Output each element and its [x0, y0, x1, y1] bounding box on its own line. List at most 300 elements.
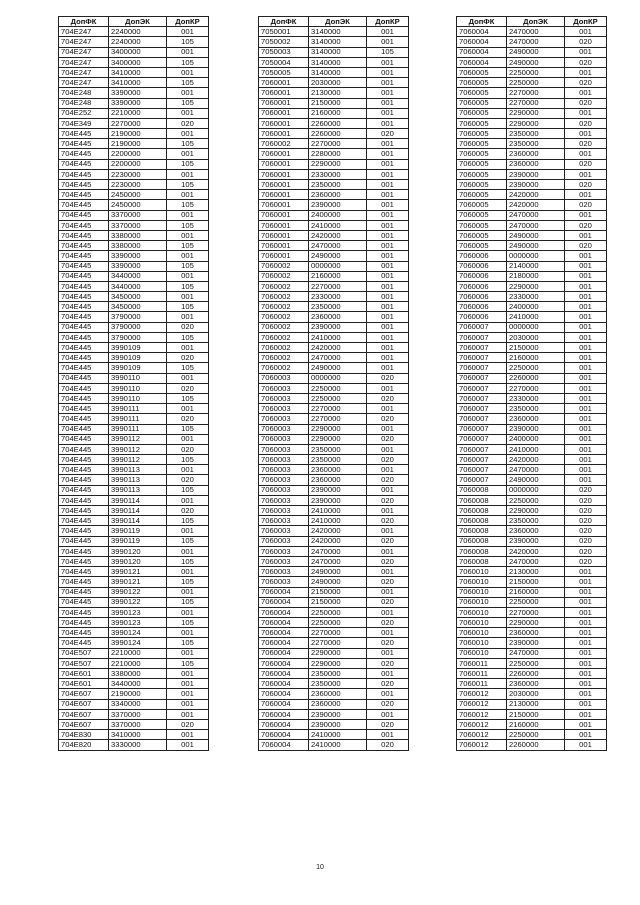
- cell-dopek: 3990114: [109, 495, 167, 505]
- table-row: [59, 322, 209, 332]
- table-row: [457, 363, 607, 373]
- table-row: [457, 200, 607, 210]
- cell-dopek: 2160000: [309, 108, 367, 118]
- cell-dopfk: 7060003: [259, 414, 309, 424]
- cell-dopfk: 704E247: [59, 57, 109, 67]
- table-row: [259, 27, 409, 37]
- cell-dopkr: 001: [565, 302, 607, 312]
- cell-dopkr: 001: [565, 577, 607, 587]
- cell-dopkr: 020: [367, 434, 409, 444]
- table-row: [457, 251, 607, 261]
- cell-dopek: 2360000: [309, 465, 367, 475]
- table-row: [259, 475, 409, 485]
- cell-dopkr: 001: [367, 180, 409, 190]
- cell-dopfk: 7060011: [457, 658, 507, 668]
- cell-dopfk: 7060004: [259, 628, 309, 638]
- table-body: [457, 27, 607, 750]
- cell-dopkr: 001: [565, 393, 607, 403]
- cell-dopfk: 7060003: [259, 455, 309, 465]
- cell-dopkr: 001: [565, 261, 607, 271]
- cell-dopkr: 001: [565, 47, 607, 57]
- cell-dopkr: 020: [167, 475, 209, 485]
- cell-dopfk: 7060007: [457, 465, 507, 475]
- cell-dopfk: 7060010: [457, 597, 507, 607]
- cell-dopkr: 105: [167, 638, 209, 648]
- cell-dopkr: 001: [367, 220, 409, 230]
- table-row: [457, 312, 607, 322]
- table-row: [457, 597, 607, 607]
- cell-dopek: 2490000: [309, 363, 367, 373]
- cell-dopek: 2030000: [507, 332, 565, 342]
- table-row: [59, 577, 209, 587]
- cell-dopkr: 001: [367, 444, 409, 454]
- table-row: [457, 190, 607, 200]
- table-row: [59, 363, 209, 373]
- cell-dopek: 2150000: [309, 98, 367, 108]
- table-row: [259, 658, 409, 668]
- table-row: [457, 577, 607, 587]
- table-row: [457, 455, 607, 465]
- table-row: [259, 200, 409, 210]
- table-row: [457, 322, 607, 332]
- table-row: [457, 719, 607, 729]
- cell-dopfk: 7060007: [457, 434, 507, 444]
- cell-dopkr: 001: [367, 465, 409, 475]
- cell-dopkr: 020: [367, 618, 409, 628]
- cell-dopfk: 7060004: [259, 699, 309, 709]
- cell-dopek: 2270000: [507, 98, 565, 108]
- cell-dopfk: 7060008: [457, 546, 507, 556]
- cell-dopfk: 704E445: [59, 241, 109, 251]
- table-row: [457, 180, 607, 190]
- cell-dopek: 2390000: [507, 180, 565, 190]
- cell-dopkr: 001: [565, 587, 607, 597]
- cell-dopkr: 105: [367, 47, 409, 57]
- cell-dopkr: 020: [367, 414, 409, 424]
- table-row: [259, 597, 409, 607]
- cell-dopfk: 704E349: [59, 118, 109, 128]
- cell-dopkr: 105: [167, 658, 209, 668]
- cell-dopkr: 001: [565, 638, 607, 648]
- cell-dopek: 2360000: [309, 190, 367, 200]
- cell-dopfk: 7060004: [259, 607, 309, 617]
- cell-dopfk: 704E445: [59, 220, 109, 230]
- cell-dopkr: 001: [565, 669, 607, 679]
- cell-dopek: 2270000: [309, 638, 367, 648]
- cell-dopek: 3990110: [109, 373, 167, 383]
- cell-dopfk: 704E445: [59, 169, 109, 179]
- cell-dopfk: 7060003: [259, 383, 309, 393]
- table-row: [457, 434, 607, 444]
- cell-dopfk: 7060006: [457, 281, 507, 291]
- table-row: [259, 393, 409, 403]
- cell-dopek: 3990123: [109, 618, 167, 628]
- cell-dopfk: 7060005: [457, 88, 507, 98]
- cell-dopfk: 7060004: [259, 719, 309, 729]
- cell-dopek: 2470000: [507, 556, 565, 566]
- cell-dopfk: 704E247: [59, 47, 109, 57]
- cell-dopfk: 704E248: [59, 98, 109, 108]
- cell-dopfk: 704E445: [59, 332, 109, 342]
- cell-dopfk: 7050003: [259, 47, 309, 57]
- table-row: [457, 98, 607, 108]
- code-table-1: [58, 16, 209, 751]
- cell-dopfk: 704E445: [59, 607, 109, 617]
- cell-dopek: 2290000: [309, 159, 367, 169]
- table-row: [457, 658, 607, 668]
- cell-dopek: 2250000: [507, 495, 565, 505]
- cell-dopek: 2410000: [309, 220, 367, 230]
- cell-dopkr: 001: [167, 292, 209, 302]
- table-row: [59, 719, 209, 729]
- cell-dopfk: 7060001: [259, 210, 309, 220]
- table-row: [457, 302, 607, 312]
- cell-dopfk: 704E445: [59, 516, 109, 526]
- table-row: [457, 424, 607, 434]
- cell-dopek: 2490000: [507, 475, 565, 485]
- table-row: [259, 190, 409, 200]
- cell-dopek: 2290000: [309, 658, 367, 668]
- cell-dopek: 2420000: [507, 200, 565, 210]
- cell-dopfk: 7060010: [457, 567, 507, 577]
- cell-dopfk: 704E445: [59, 455, 109, 465]
- cell-dopfk: 704E607: [59, 719, 109, 729]
- table-row: [259, 363, 409, 373]
- table-row: [457, 607, 607, 617]
- cell-dopkr: 020: [367, 740, 409, 750]
- cell-dopkr: 020: [367, 516, 409, 526]
- cell-dopek: 2270000: [309, 139, 367, 149]
- cell-dopfk: 7060005: [457, 67, 507, 77]
- cell-dopek: 3990119: [109, 526, 167, 536]
- table-row: [59, 516, 209, 526]
- table-row: [59, 292, 209, 302]
- table-row: [59, 190, 209, 200]
- table-row: [59, 587, 209, 597]
- cell-dopek: 2160000: [507, 719, 565, 729]
- cell-dopfk: 7060003: [259, 577, 309, 587]
- cell-dopek: 0000000: [309, 373, 367, 383]
- cell-dopek: 2470000: [507, 220, 565, 230]
- cell-dopfk: 7060007: [457, 322, 507, 332]
- cell-dopek: 3410000: [109, 67, 167, 77]
- cell-dopkr: 001: [167, 546, 209, 556]
- cell-dopfk: 704E445: [59, 302, 109, 312]
- table-row: [59, 465, 209, 475]
- cell-dopfk: 704E445: [59, 129, 109, 139]
- table-row: [457, 27, 607, 37]
- cell-dopfk: 7060007: [457, 383, 507, 393]
- cell-dopek: 2160000: [309, 271, 367, 281]
- header-dopek: ДопЭК: [309, 17, 367, 27]
- cell-dopfk: 7060003: [259, 495, 309, 505]
- cell-dopkr: 001: [367, 261, 409, 271]
- cell-dopkr: 105: [167, 302, 209, 312]
- cell-dopfk: 7060004: [259, 587, 309, 597]
- cell-dopkr: 001: [367, 88, 409, 98]
- cell-dopek: 2030000: [507, 689, 565, 699]
- cell-dopkr: 020: [367, 455, 409, 465]
- cell-dopfk: 704E445: [59, 414, 109, 424]
- table-row: [259, 149, 409, 159]
- cell-dopfk: 704E445: [59, 465, 109, 475]
- cell-dopek: 2330000: [309, 169, 367, 179]
- table-row: [457, 353, 607, 363]
- cell-dopek: 2450000: [109, 190, 167, 200]
- table-row: [59, 37, 209, 47]
- cell-dopkr: 020: [367, 393, 409, 403]
- cell-dopkr: 001: [367, 628, 409, 638]
- cell-dopfk: 7060003: [259, 475, 309, 485]
- cell-dopfk: 7060004: [259, 730, 309, 740]
- table-row: [259, 281, 409, 291]
- cell-dopfk: 704E607: [59, 689, 109, 699]
- cell-dopek: 2420000: [507, 455, 565, 465]
- cell-dopfk: 7060003: [259, 404, 309, 414]
- cell-dopfk: 704E445: [59, 312, 109, 322]
- cell-dopek: 0000000: [507, 251, 565, 261]
- cell-dopfk: 704E445: [59, 322, 109, 332]
- cell-dopkr: 001: [367, 210, 409, 220]
- cell-dopkr: 020: [565, 118, 607, 128]
- cell-dopfk: 7060004: [259, 618, 309, 628]
- cell-dopkr: 001: [565, 730, 607, 740]
- code-table-2: [258, 16, 409, 751]
- cell-dopek: 2360000: [309, 312, 367, 322]
- cell-dopek: 2270000: [507, 383, 565, 393]
- table-row: [457, 669, 607, 679]
- cell-dopfk: 7060001: [259, 180, 309, 190]
- cell-dopkr: 020: [367, 495, 409, 505]
- cell-dopek: 2180000: [507, 271, 565, 281]
- table-row: [259, 587, 409, 597]
- cell-dopfk: 704E601: [59, 669, 109, 679]
- table-row: [59, 506, 209, 516]
- table-row: [457, 465, 607, 475]
- cell-dopek: 2150000: [507, 577, 565, 587]
- table-row: [457, 689, 607, 699]
- cell-dopfk: 7060003: [259, 536, 309, 546]
- cell-dopek: 3380000: [109, 241, 167, 251]
- cell-dopkr: 001: [167, 740, 209, 750]
- cell-dopfk: 7060004: [457, 57, 507, 67]
- cell-dopfk: 7050001: [259, 27, 309, 37]
- cell-dopkr: 020: [367, 129, 409, 139]
- cell-dopfk: 704E445: [59, 587, 109, 597]
- cell-dopek: 2240000: [109, 27, 167, 37]
- cell-dopek: 2210000: [109, 108, 167, 118]
- cell-dopek: 2390000: [309, 719, 367, 729]
- cell-dopkr: 001: [167, 587, 209, 597]
- cell-dopek: 3990123: [109, 607, 167, 617]
- cell-dopfk: 7060007: [457, 332, 507, 342]
- cell-dopfk: 7060001: [259, 241, 309, 251]
- cell-dopek: 2290000: [309, 434, 367, 444]
- cell-dopek: 2350000: [507, 404, 565, 414]
- table-row: [457, 139, 607, 149]
- cell-dopfk: 704E445: [59, 373, 109, 383]
- cell-dopfk: 7060004: [259, 740, 309, 750]
- cell-dopkr: 001: [565, 475, 607, 485]
- table-row: [259, 526, 409, 536]
- cell-dopek: 2470000: [309, 546, 367, 556]
- table-row: [457, 332, 607, 342]
- cell-dopkr: 020: [167, 383, 209, 393]
- table-row: [457, 383, 607, 393]
- cell-dopek: 3990119: [109, 536, 167, 546]
- cell-dopek: 2330000: [507, 292, 565, 302]
- table-row: [59, 699, 209, 709]
- cell-dopfk: 704E445: [59, 343, 109, 353]
- table-row: [259, 180, 409, 190]
- header-dopek: ДопЭК: [109, 17, 167, 27]
- cell-dopek: 2260000: [507, 669, 565, 679]
- cell-dopkr: 001: [367, 567, 409, 577]
- cell-dopfk: 704E445: [59, 271, 109, 281]
- cell-dopfk: 7060006: [457, 292, 507, 302]
- cell-dopek: 2330000: [507, 393, 565, 403]
- cell-dopfk: 7060011: [457, 669, 507, 679]
- cell-dopkr: 001: [167, 88, 209, 98]
- cell-dopfk: 7060007: [457, 424, 507, 434]
- cell-dopek: 2490000: [507, 57, 565, 67]
- cell-dopkr: 105: [167, 57, 209, 67]
- cell-dopkr: 105: [167, 261, 209, 271]
- header-dopkr: ДопКР: [367, 17, 409, 27]
- table-row: [59, 180, 209, 190]
- table-row: [259, 353, 409, 363]
- cell-dopek: 2420000: [309, 536, 367, 546]
- table-row: [59, 88, 209, 98]
- cell-dopek: 3990112: [109, 434, 167, 444]
- cell-dopkr: 105: [167, 424, 209, 434]
- table-row: [59, 546, 209, 556]
- cell-dopkr: 001: [565, 353, 607, 363]
- cell-dopfk: 7060003: [259, 506, 309, 516]
- cell-dopkr: 020: [367, 556, 409, 566]
- table-row: [457, 444, 607, 454]
- cell-dopek: 2200000: [109, 159, 167, 169]
- table-row: [457, 88, 607, 98]
- table-row: [259, 332, 409, 342]
- cell-dopek: 3990111: [109, 404, 167, 414]
- cell-dopek: 2250000: [309, 618, 367, 628]
- cell-dopek: 2470000: [309, 556, 367, 566]
- cell-dopkr: 105: [167, 180, 209, 190]
- cell-dopkr: 105: [167, 393, 209, 403]
- header-dopfk: ДопФК: [59, 17, 109, 27]
- table-row: [457, 281, 607, 291]
- cell-dopfk: 7060001: [259, 190, 309, 200]
- cell-dopfk: 704E445: [59, 536, 109, 546]
- cell-dopfk: 704E445: [59, 159, 109, 169]
- cell-dopek: 3990109: [109, 353, 167, 363]
- table-row: [259, 241, 409, 251]
- cell-dopek: 2390000: [507, 536, 565, 546]
- table-row: [457, 699, 607, 709]
- cell-dopfk: 7050005: [259, 67, 309, 77]
- table-row: [457, 556, 607, 566]
- cell-dopkr: 001: [367, 67, 409, 77]
- cell-dopek: 2230000: [109, 169, 167, 179]
- cell-dopek: 2360000: [507, 526, 565, 536]
- table-row: [259, 699, 409, 709]
- cell-dopfk: 704E445: [59, 210, 109, 220]
- cell-dopfk: 704E445: [59, 556, 109, 566]
- cell-dopkr: 001: [367, 37, 409, 47]
- cell-dopfk: 704E445: [59, 526, 109, 536]
- cell-dopek: 3330000: [109, 740, 167, 750]
- cell-dopfk: 7060007: [457, 343, 507, 353]
- cell-dopfk: 704E820: [59, 740, 109, 750]
- cell-dopkr: 001: [167, 495, 209, 505]
- cell-dopek: 2490000: [309, 577, 367, 587]
- table-row: [59, 57, 209, 67]
- cell-dopek: 3990122: [109, 587, 167, 597]
- cell-dopkr: 001: [565, 332, 607, 342]
- cell-dopek: 3440000: [109, 281, 167, 291]
- cell-dopfk: 704E601: [59, 679, 109, 689]
- cell-dopek: 2390000: [309, 709, 367, 719]
- cell-dopkr: 001: [167, 108, 209, 118]
- cell-dopfk: 7060003: [259, 393, 309, 403]
- table-row: [59, 118, 209, 128]
- table-row: [259, 516, 409, 526]
- table-row: [457, 220, 607, 230]
- cell-dopek: 2030000: [309, 78, 367, 88]
- cell-dopek: 2260000: [309, 129, 367, 139]
- cell-dopkr: 001: [367, 149, 409, 159]
- cell-dopek: 2130000: [309, 88, 367, 98]
- cell-dopkr: 001: [367, 424, 409, 434]
- cell-dopkr: 001: [565, 230, 607, 240]
- table-header: [259, 17, 409, 27]
- cell-dopek: 2160000: [507, 587, 565, 597]
- cell-dopek: 2250000: [309, 393, 367, 403]
- cell-dopfk: 7060002: [259, 322, 309, 332]
- cell-dopkr: 001: [367, 118, 409, 128]
- cell-dopkr: 001: [367, 709, 409, 719]
- cell-dopkr: 001: [167, 628, 209, 638]
- cell-dopfk: 7060002: [259, 139, 309, 149]
- table-row: [59, 689, 209, 699]
- header-dopkr: ДопКР: [167, 17, 209, 27]
- cell-dopkr: 001: [565, 281, 607, 291]
- cell-dopfk: 7060008: [457, 536, 507, 546]
- cell-dopkr: 020: [565, 546, 607, 556]
- cell-dopkr: 001: [565, 444, 607, 454]
- cell-dopek: 2150000: [309, 587, 367, 597]
- cell-dopkr: 001: [565, 740, 607, 750]
- cell-dopek: 3140000: [309, 47, 367, 57]
- cell-dopkr: 001: [167, 699, 209, 709]
- cell-dopek: 3450000: [109, 292, 167, 302]
- cell-dopfk: 704E445: [59, 353, 109, 363]
- cell-dopkr: 001: [367, 57, 409, 67]
- cell-dopkr: 001: [367, 271, 409, 281]
- cell-dopkr: 001: [367, 506, 409, 516]
- table-row: [59, 251, 209, 261]
- cell-dopkr: 001: [565, 383, 607, 393]
- cell-dopfk: 7060007: [457, 475, 507, 485]
- table-row: [59, 455, 209, 465]
- cell-dopek: 2290000: [507, 108, 565, 118]
- table-row: [457, 516, 607, 526]
- cell-dopfk: 7060008: [457, 485, 507, 495]
- cell-dopek: 3990113: [109, 485, 167, 495]
- cell-dopkr: 020: [565, 159, 607, 169]
- cell-dopek: 3370000: [109, 719, 167, 729]
